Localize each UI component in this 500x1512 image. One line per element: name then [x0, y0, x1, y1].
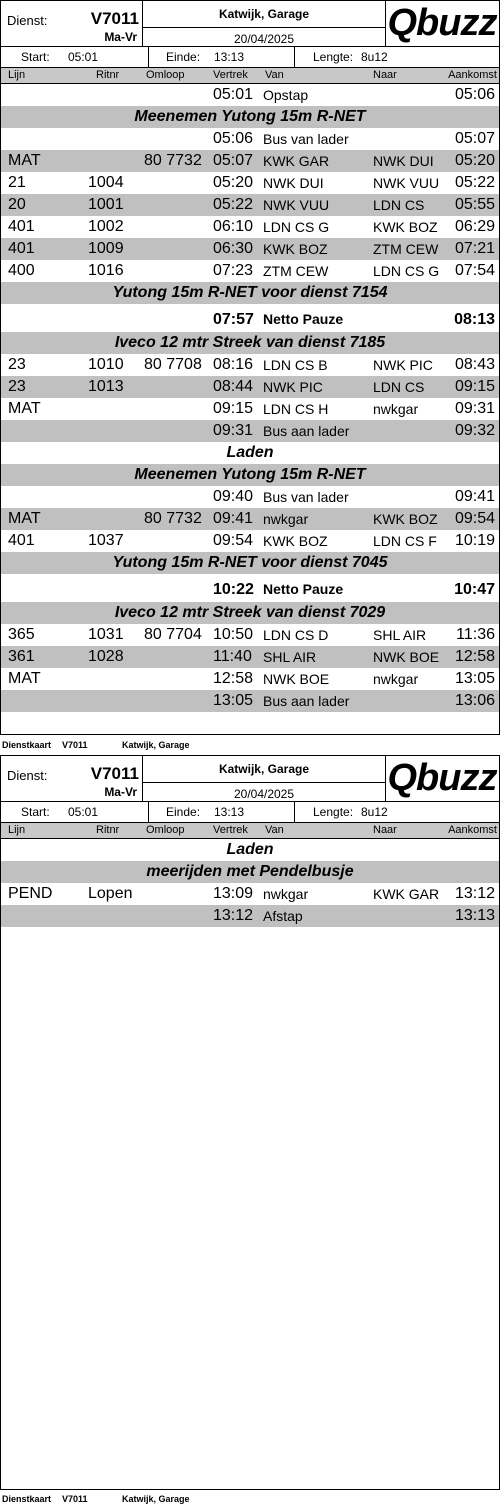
section-title: Meenemen Yutong 15m R-NET: [134, 466, 366, 483]
cell-van: KWK GAR: [263, 153, 330, 169]
qbuzz-logo: Qbuzz: [387, 2, 497, 44]
cell-lijn: 21: [8, 174, 26, 191]
section-header: [1, 839, 499, 861]
cell-lijn: 401: [8, 240, 35, 257]
trip-row: [1, 486, 499, 508]
trip-row: [1, 905, 499, 927]
date: 20/04/2025: [233, 787, 295, 801]
cell-lijn: 365: [8, 626, 35, 643]
cell-lijn: MAT: [8, 152, 41, 169]
cell-van: Afstap: [263, 908, 303, 924]
trip-row: [1, 194, 499, 216]
dienst-label: Dienst:: [7, 768, 48, 783]
cell-van: NWK PIC: [263, 379, 323, 395]
cell-aankomst: 07:54: [454, 262, 495, 279]
trip-row: [1, 150, 499, 172]
dienst-days: Ma-Vr: [104, 30, 137, 44]
footer-code: V7011: [62, 740, 88, 750]
section-title: Iveco 12 mtr Streek van dienst 7029: [114, 604, 386, 621]
cell-van: Opstap: [263, 87, 309, 103]
cell-naar: KWK BOZ: [373, 511, 438, 527]
dienstkaart-page-1: [0, 0, 500, 755]
card-header: [1, 1, 499, 47]
divider: [294, 802, 295, 822]
cell-naar: NWK BOE: [373, 649, 440, 665]
cell-aankomst: 12:58: [454, 648, 495, 665]
cell-aankomst: 13:06: [454, 692, 495, 709]
cell-aankomst: 13:05: [454, 670, 495, 687]
cell-van: Bus aan lader: [263, 693, 350, 709]
trip-row: [1, 260, 499, 282]
cell-naar: NWK DUI: [373, 153, 434, 169]
lengte-value: 8u12: [361, 805, 388, 819]
trip-row: [1, 216, 499, 238]
cell-vertrek: 06:10: [213, 218, 254, 235]
divider: [148, 47, 149, 67]
trip-row: [1, 376, 499, 398]
trip-row: [1, 883, 499, 905]
cell-van: NWK DUI: [263, 175, 324, 191]
cell-van: KWK BOZ: [263, 533, 328, 549]
cell-vertrek: 09:31: [213, 422, 254, 439]
cell-van: Netto Pauze: [263, 311, 344, 327]
cell-naar: KWK BOZ: [373, 219, 438, 235]
cell-vertrek: 05:22: [213, 196, 254, 213]
section-header: [1, 861, 499, 883]
col-vertrek: Vertrek: [213, 69, 248, 81]
trip-list: [1, 84, 499, 712]
cell-aankomst: 13:12: [454, 885, 495, 902]
cell-vertrek: 10:50: [213, 626, 254, 643]
cell-ritnr: Lopen: [88, 885, 133, 902]
col-naar: Naar: [373, 824, 397, 836]
trip-row: [1, 690, 499, 712]
cell-omloop: 80 7704: [144, 626, 202, 643]
cell-ritnr: 1010: [88, 356, 124, 373]
cell-naar: KWK GAR: [373, 886, 440, 902]
trip-row: [1, 128, 499, 150]
section-header: [1, 464, 499, 486]
cell-van: Bus aan lader: [263, 423, 350, 439]
cell-aankomst: 09:31: [454, 400, 495, 417]
cell-van: LDN CS G: [263, 219, 330, 235]
cell-ritnr: 1013: [88, 378, 124, 395]
cell-lijn: MAT: [8, 400, 41, 417]
cell-aankomst: 05:20: [454, 152, 495, 169]
cell-vertrek: 09:40: [213, 488, 254, 505]
cell-van: Bus van lader: [263, 489, 349, 505]
cell-naar: LDN CS: [373, 197, 425, 213]
trip-row: [1, 508, 499, 530]
cell-naar: ZTM CEW: [373, 241, 439, 257]
cell-vertrek: 09:41: [213, 510, 254, 527]
cell-ritnr: 1037: [88, 532, 124, 549]
start-label: Start:: [21, 50, 50, 64]
cell-van: ZTM CEW: [263, 263, 329, 279]
section-title: Meenemen Yutong 15m R-NET: [134, 108, 366, 125]
col-aankomst: Aankomst: [448, 824, 497, 836]
cell-aankomst: 09:15: [454, 378, 495, 395]
cell-naar: LDN CS G: [373, 263, 440, 279]
cell-omloop: 80 7732: [144, 152, 202, 169]
trip-row: [1, 668, 499, 690]
divider: [143, 27, 385, 28]
cell-ritnr: 1016: [88, 262, 124, 279]
cell-lijn: 23: [8, 356, 26, 373]
cell-lijn: 20: [8, 196, 26, 213]
cell-van: NWK VUU: [263, 197, 330, 213]
col-omloop: Omloop: [146, 69, 185, 81]
col-lijn: Lijn: [8, 69, 26, 81]
cell-vertrek: 07:23: [213, 262, 254, 279]
section-title: Laden: [226, 841, 274, 858]
cell-aankomst: 07:21: [454, 240, 495, 257]
cell-omloop: 80 7732: [144, 510, 202, 527]
cell-aankomst: 09:32: [454, 422, 495, 439]
cell-lijn: PEND: [8, 885, 53, 902]
start-value: 05:01: [68, 805, 99, 819]
cell-naar: NWK PIC: [373, 357, 433, 373]
cell-van: LDN CS B: [263, 357, 328, 373]
section-header: [1, 552, 499, 574]
cell-aankomst: 13:13: [454, 907, 495, 924]
cell-lijn: 23: [8, 378, 26, 395]
cell-vertrek: 10:22: [213, 581, 254, 598]
pause-row: [1, 574, 499, 602]
cell-ritnr: 1009: [88, 240, 124, 257]
cell-vertrek: 13:05: [213, 692, 254, 709]
location: Katwijk, Garage: [218, 7, 310, 21]
trip-list: [1, 839, 499, 927]
cell-ritnr: 1028: [88, 648, 124, 665]
cell-naar: SHL AIR: [373, 627, 427, 643]
cell-ritnr: 1031: [88, 626, 124, 643]
trip-row: [1, 172, 499, 194]
section-title: Yutong 15m R-NET voor dienst 7045: [112, 554, 388, 571]
cell-vertrek: 06:30: [213, 240, 254, 257]
cell-aankomst: 11:36: [456, 626, 495, 643]
trip-row: [1, 420, 499, 442]
cell-lijn: MAT: [8, 670, 41, 687]
cell-van: KWK BOZ: [263, 241, 328, 257]
dienst-label: Dienst:: [7, 13, 48, 28]
trip-row: [1, 398, 499, 420]
col-van: Van: [265, 824, 284, 836]
lengte-label: Lengte:: [313, 50, 354, 64]
cell-naar: NWK VUU: [373, 175, 440, 191]
cell-naar: LDN CS F: [373, 533, 437, 549]
cell-lijn: 361: [8, 648, 35, 665]
section-header: [1, 106, 499, 128]
section-header: [1, 282, 499, 304]
location: Katwijk, Garage: [218, 762, 310, 776]
section-header: [1, 332, 499, 354]
lengte-label: Lengte:: [313, 805, 354, 819]
footer-location: Katwijk, Garage: [122, 740, 190, 750]
cell-van: nwkgar: [263, 886, 309, 902]
lengte-value: 8u12: [361, 50, 388, 64]
cell-aankomst: 09:54: [454, 510, 495, 527]
cell-aankomst: 09:41: [454, 488, 495, 505]
einde-value: 13:13: [214, 805, 245, 819]
cell-ritnr: 1004: [88, 174, 124, 191]
cell-aankomst: 08:13: [454, 311, 495, 328]
cell-van: LDN CS H: [263, 401, 329, 417]
dienstkaart-card: [0, 0, 500, 735]
cell-vertrek: 11:40: [213, 648, 252, 665]
trip-row: [1, 530, 499, 552]
col-lijn: Lijn: [8, 824, 26, 836]
trip-row: [1, 238, 499, 260]
cell-van: Netto Pauze: [263, 581, 344, 597]
divider: [148, 802, 149, 822]
section-title: Iveco 12 mtr Streek van dienst 7185: [114, 334, 386, 351]
start-value: 05:01: [68, 50, 99, 64]
col-van: Van: [265, 69, 284, 81]
cell-naar: nwkgar: [373, 401, 419, 417]
cell-vertrek: 12:58: [213, 670, 254, 687]
footer-label: Dienstkaart: [2, 740, 52, 750]
col-omloop: Omloop: [146, 824, 185, 836]
einde-label: Einde:: [166, 50, 201, 64]
trip-row: [1, 646, 499, 668]
cell-aankomst: 10:47: [454, 581, 495, 598]
column-header: [1, 823, 499, 839]
cell-aankomst: 05:06: [454, 86, 495, 103]
cell-vertrek: 05:01: [213, 86, 254, 103]
footer-location: Katwijk, Garage: [122, 1494, 190, 1504]
cell-lijn: MAT: [8, 510, 41, 527]
section-title: Laden: [226, 444, 274, 461]
section-title: Yutong 15m R-NET voor dienst 7154: [112, 284, 388, 301]
cell-naar: LDN CS: [373, 379, 425, 395]
col-ritnr: Ritnr: [96, 69, 120, 81]
cell-van: SHL AIR: [263, 649, 317, 665]
cell-aankomst: 06:29: [454, 218, 495, 235]
time-summary-row: [1, 47, 499, 68]
cell-vertrek: 09:15: [213, 400, 254, 417]
card-header: [1, 756, 499, 802]
cell-vertrek: 08:16: [213, 356, 254, 373]
cell-ritnr: 1001: [88, 196, 124, 213]
divider: [143, 782, 385, 783]
cell-vertrek: 13:09: [213, 885, 254, 902]
cell-vertrek: 09:54: [213, 532, 254, 549]
cell-van: NWK BOE: [263, 671, 330, 687]
cell-aankomst: 10:19: [454, 532, 495, 549]
footer-code: V7011: [62, 1494, 88, 1504]
date: 20/04/2025: [233, 32, 295, 46]
qbuzz-logo: Qbuzz: [387, 757, 497, 799]
cell-vertrek: 08:44: [213, 378, 254, 395]
cell-ritnr: 1002: [88, 218, 124, 235]
divider: [294, 47, 295, 67]
cell-vertrek: 05:07: [213, 152, 254, 169]
trip-row: [1, 354, 499, 376]
dienstkaart-card: [0, 755, 500, 1490]
section-header: [1, 602, 499, 624]
cell-vertrek: 13:12: [213, 907, 254, 924]
dienst-code: V7011: [90, 764, 139, 783]
einde-label: Einde:: [166, 805, 201, 819]
einde-value: 13:13: [214, 50, 245, 64]
col-naar: Naar: [373, 69, 397, 81]
cell-aankomst: 05:07: [454, 130, 495, 147]
col-aankomst: Aankomst: [448, 69, 497, 81]
start-label: Start:: [21, 805, 50, 819]
cell-van: nwkgar: [263, 511, 309, 527]
col-ritnr: Ritnr: [96, 824, 120, 836]
col-vertrek: Vertrek: [213, 824, 248, 836]
cell-lijn: 401: [8, 218, 35, 235]
cell-aankomst: 05:55: [454, 196, 495, 213]
cell-lijn: 400: [8, 262, 35, 279]
cell-omloop: 80 7708: [144, 356, 202, 373]
cell-aankomst: 08:43: [454, 356, 495, 373]
cell-vertrek: 05:06: [213, 130, 254, 147]
cell-naar: nwkgar: [373, 671, 419, 687]
time-summary-row: [1, 802, 499, 823]
trip-row: [1, 84, 499, 106]
cell-vertrek: 05:20: [213, 174, 254, 191]
cell-aankomst: 05:22: [454, 174, 495, 191]
cell-van: LDN CS D: [263, 627, 329, 643]
column-header: [1, 68, 499, 84]
pause-row: [1, 304, 499, 332]
section-header: [1, 442, 499, 464]
trip-row: [1, 624, 499, 646]
dienst-days: Ma-Vr: [104, 785, 137, 799]
dienst-code: V7011: [90, 9, 139, 28]
cell-van: Bus van lader: [263, 131, 349, 147]
cell-lijn: 401: [8, 532, 35, 549]
cell-vertrek: 07:57: [213, 311, 254, 328]
dienstkaart-page-2: [0, 755, 500, 1512]
footer-label: Dienstkaart: [2, 1494, 52, 1504]
section-title: meerijden met Pendelbusje: [146, 863, 354, 880]
